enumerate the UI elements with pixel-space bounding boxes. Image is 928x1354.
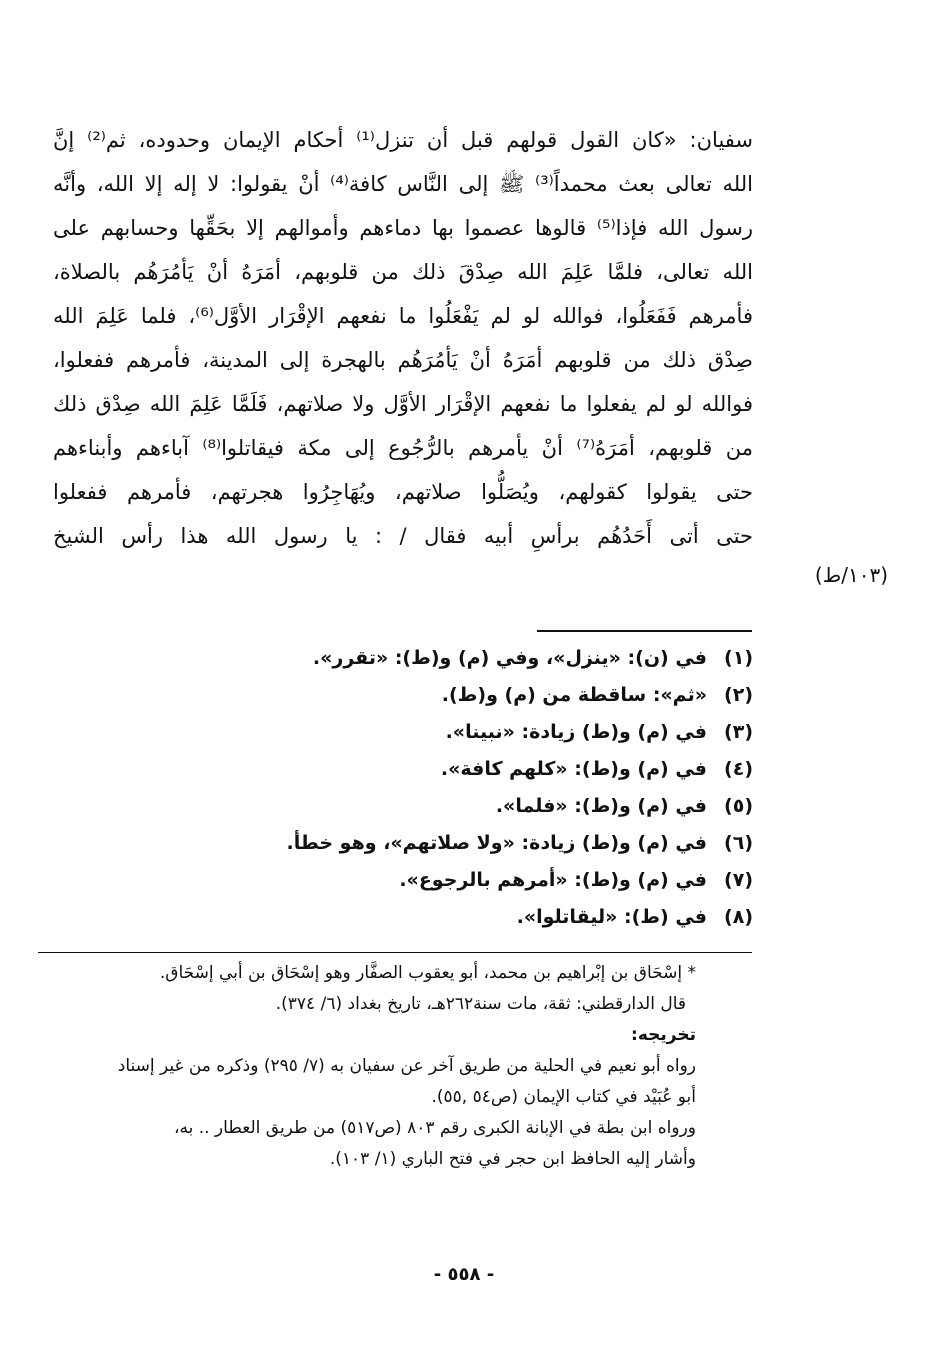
page-number: - ٥٥٨ -: [433, 1264, 495, 1285]
footnote-number: (٥): [724, 795, 753, 817]
footnote-number: (٨): [724, 906, 753, 928]
footnote: [193, 788, 753, 825]
text-line: فوالله لو لم يفعلوا ما نفعهم الإقْرَار الأوَّل ولا صلاتهم، فَلَمَّا عَلِمَ الله صِدْق ذلك: [53, 392, 753, 416]
takhrij-note: أبو عُبَيْد في كتاب الإيمان (ص٥٤ ,٥٥).: [431, 1087, 696, 1107]
text-line: الله تعالى، فلمَّا عَلِمَ الله صِدْقَ ذلك من قلوبهم، أمَرَهُ أنْ يَأمُرَهُم بالصلاة،: [53, 260, 753, 284]
footnote-text: في (ن): «ينزل»، وفي (م) و(ط): «تقرر».: [312, 647, 707, 669]
footnote-text: في (م) و(ط): «أمرهم بالرجوع».: [399, 869, 707, 891]
footnote: [193, 677, 753, 714]
footnote-text: في (م) و(ط) زيادة: «نبينا».: [445, 721, 707, 743]
main-text: [53, 118, 753, 558]
footnotes: [193, 640, 753, 936]
notes-separator: [38, 952, 752, 953]
footnote-number: (١): [724, 647, 753, 669]
narrator-note: قال الدارقطني: ثقة، مات سنة٢٦٢هـ، تاريخ بغداد (٦/ ٣٧٤).: [275, 994, 686, 1014]
text-line: حتى يقولوا كقولهم، ويُصَلُّوا صلاتهم، ويُهَاجِرُوا هجرتهم، فأمرهم ففعلوا: [53, 480, 753, 504]
text-line: فأمرهم فَفَعَلُوا، فوالله لو لم يَفْعَلُوا ما نفعهم الإقْرَار الأوَّل⁽⁶⁾، فلما عَلِمَ الله: [53, 304, 753, 328]
footnote-number: (٣): [724, 721, 753, 743]
footnote-text: في (م) و(ط) زيادة: «ولا صلاتهم»، وهو خطأ.: [286, 832, 707, 854]
text-line: رسول الله فإذا⁽⁵⁾ قالوها عصموا بها دماءهم وأموالهم إلا بحَقِّها وحسابهم على: [53, 216, 753, 240]
footnote-text: في (ط): «ليقاتلوا».: [516, 906, 707, 928]
footnote: [193, 825, 753, 862]
footnote: [193, 751, 753, 788]
text-line: صِدْق ذلك من قلوبهم أمَرَهُ أنْ يَأمُرَهُم بالهجرة إلى المدينة، فأمرهم ففعلوا،: [53, 348, 753, 372]
text-line: حتى أتى أَحَدُهُم برأسِ أبيه فقال / : يا رسول الله هذا رأس الشيخ: [53, 524, 753, 548]
footnote: [193, 899, 753, 936]
footnote: [193, 862, 753, 899]
footnote-separator: [537, 630, 752, 632]
footnote-number: (٦): [724, 832, 753, 854]
footnote-text: في (م) و(ط): «فلما».: [495, 795, 707, 817]
footnote-text: «ثم»: ساقطة من (م) و(ط).: [441, 684, 707, 706]
editor-notes: [36, 958, 696, 1175]
footnote-number: (٢): [724, 684, 753, 706]
footnote-number: (٤): [724, 758, 753, 780]
takhrij-note: رواه أبو نعيم في الحلية من طريق آخر عن سفيان به (٧/ ٢٩٥) وذكره من غير إسناد: [117, 1056, 696, 1076]
footnote-text: في (م) و(ط): «كلهم كافة».: [440, 758, 707, 780]
footnote-number: (٧): [724, 869, 753, 891]
text-line: من قلوبهم، أمَرَهُ⁽⁷⁾ أنْ يأمرهم بالرُّجُوع إلى مكة فيقاتلوا⁽⁸⁾ آباءهم وأبناءهم: [53, 436, 753, 460]
takhrij-note: ورواه ابن بطة في الإبانة الكبرى رقم ٨٠٣ (ص٥١٧) من طريق العطار .. به،: [173, 1118, 696, 1138]
narrator-note: * إسْحَاق بن إبْراهيم بن محمد، أبو يعقوب الصفَّار وهو إسْحَاق بن أبي إسْحَاق.: [159, 963, 696, 983]
footnote: [193, 714, 753, 751]
footnote: [193, 640, 753, 677]
takhrij-note: وأشار إليه الحافظ ابن حجر في فتح الباري (١/ ١٠٣).: [329, 1149, 696, 1169]
text-line: سفيان: «كان القول قولهم قبل أن تنزل⁽¹⁾ أحكام الإيمان وحدوده، ثم⁽²⁾ إنَّ: [53, 128, 753, 152]
takhrij-heading: تخريجه:: [631, 1025, 696, 1045]
text-line: الله تعالى بعث محمداً⁽³⁾ ﷺ إلى النَّاس كافة⁽⁴⁾ أنْ يقولوا: لا إله إلا الله، وأنَّه: [53, 172, 753, 196]
manuscript-folio-reference: (١٠٣/ط): [814, 563, 888, 587]
